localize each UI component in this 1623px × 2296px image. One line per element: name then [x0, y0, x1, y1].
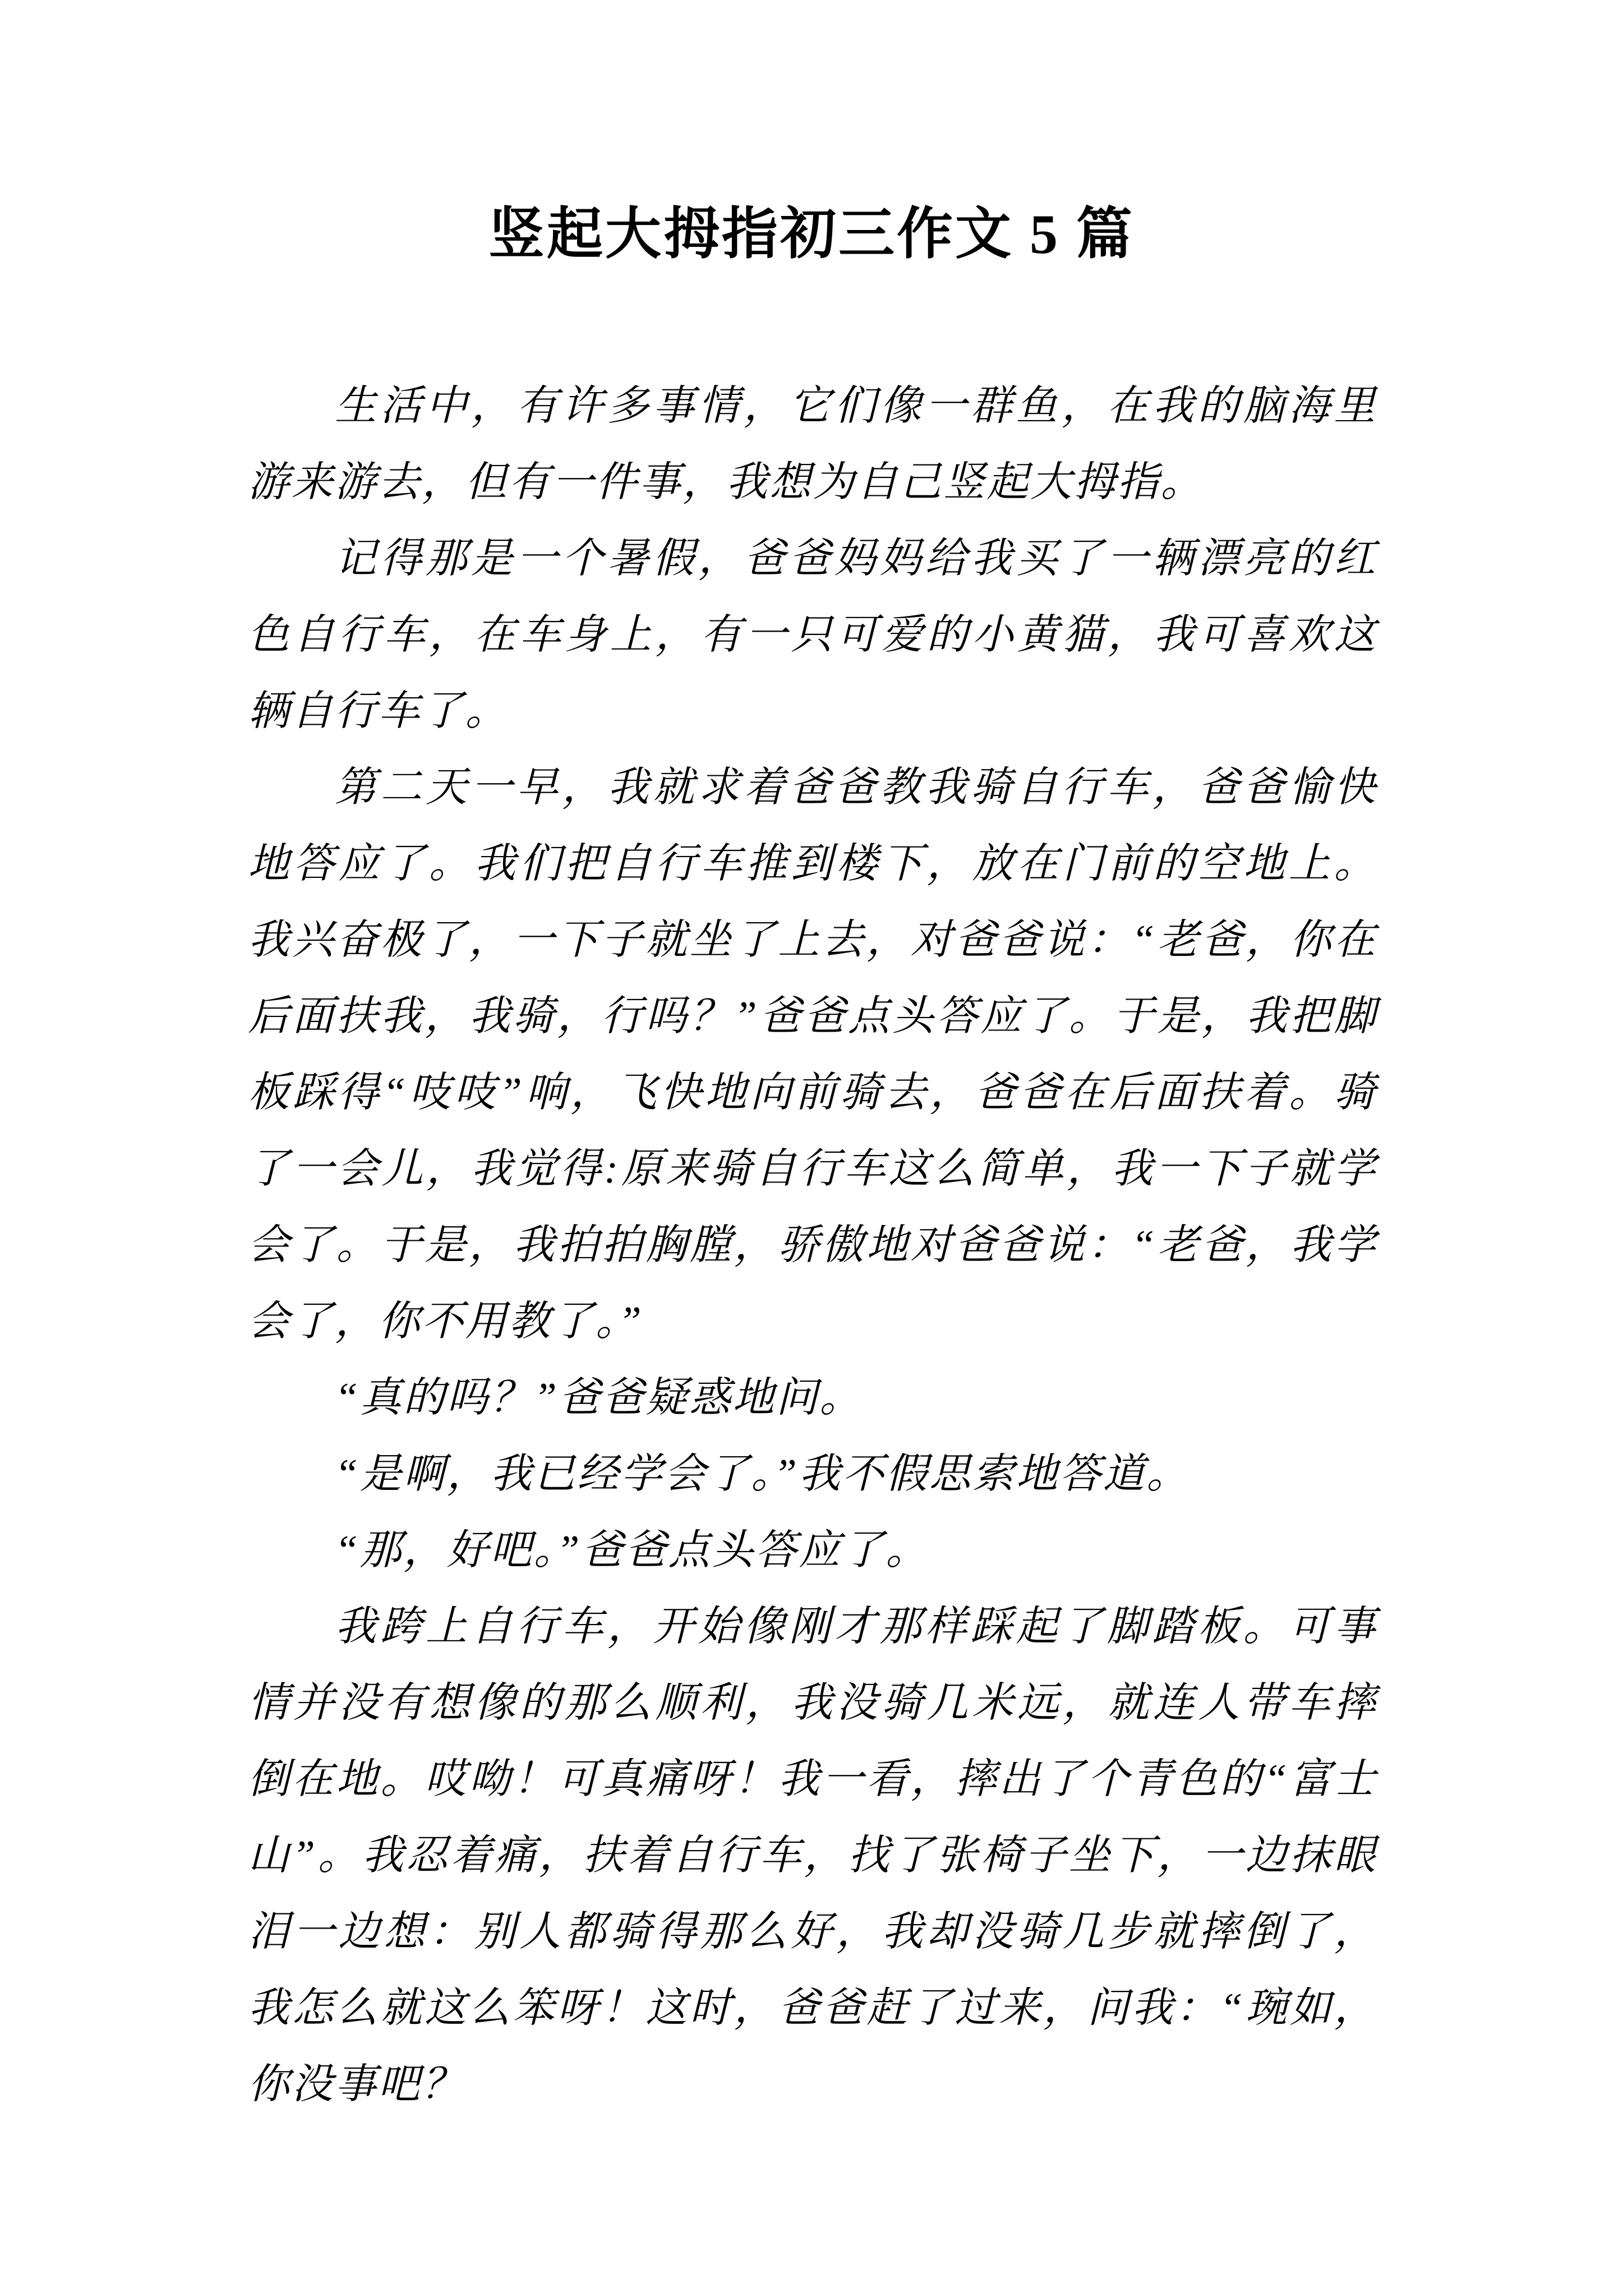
essay-paragraph: 记得那是一个暑假，爸爸妈妈给我买了一辆漂亮的红色自行车，在车身上，有一只可爱的小黄猫，我可喜欢这辆自行车了。 [248, 536, 1377, 734]
essay-paragraph: 生活中，有许多事情，它们像一群鱼，在我的脑海里游来游去，但有一件事，我想为自己竖起大拇指。 [248, 383, 1377, 505]
essay-paragraph: “真的吗？”爸爸疑惑地问。 [335, 1375, 863, 1421]
essay-body [248, 368, 1377, 2123]
essay-paragraph: “那，好吧。”爸爸点头答应了。 [335, 1527, 929, 1573]
document-title: 竖起大拇指初三作文 5 篇 [488, 203, 1135, 265]
essay-paragraph: “是啊，我已经学会了。”我不假思索地答道。 [335, 1451, 1190, 1497]
essay-paragraph: 我跨上自行车，开始像刚才那样踩起了脚踏板。可事情并没有想像的那么顺利，我没骑几米远，就连人带车摔倒在地。哎呦！可真痛呀！我一看，摔出了个青色的“富士山”。我忍着痛，扶着自行车，找了张椅子坐下，一边抹眼泪一边想：别人都骑得那么好，我却没骑几步就摔倒了，我怎么就这么笨呀！这时，爸爸赶了过来，问我：“琬如，你没事吧？ [248, 1604, 1377, 2108]
essay-paragraph: 第二天一早，我就求着爸爸教我骑自行车，爸爸愉快地答应了。我们把自行车推到楼下，放在门前的空地上。我兴奋极了，一下子就坐了上去，对爸爸说：“老爸，你在后面扶我，我骑，行吗？”爸爸点头答应了。于是，我把脚板踩得“吱吱”响，飞快地向前骑去，爸爸在后面扶着。骑了一会儿，我觉得:原来骑自行车这么简单，我一下子就学会了。于是，我拍拍胸膛，骄傲地对爸爸说：“老爸，我学会了，你不用教了。” [248, 765, 1377, 1345]
